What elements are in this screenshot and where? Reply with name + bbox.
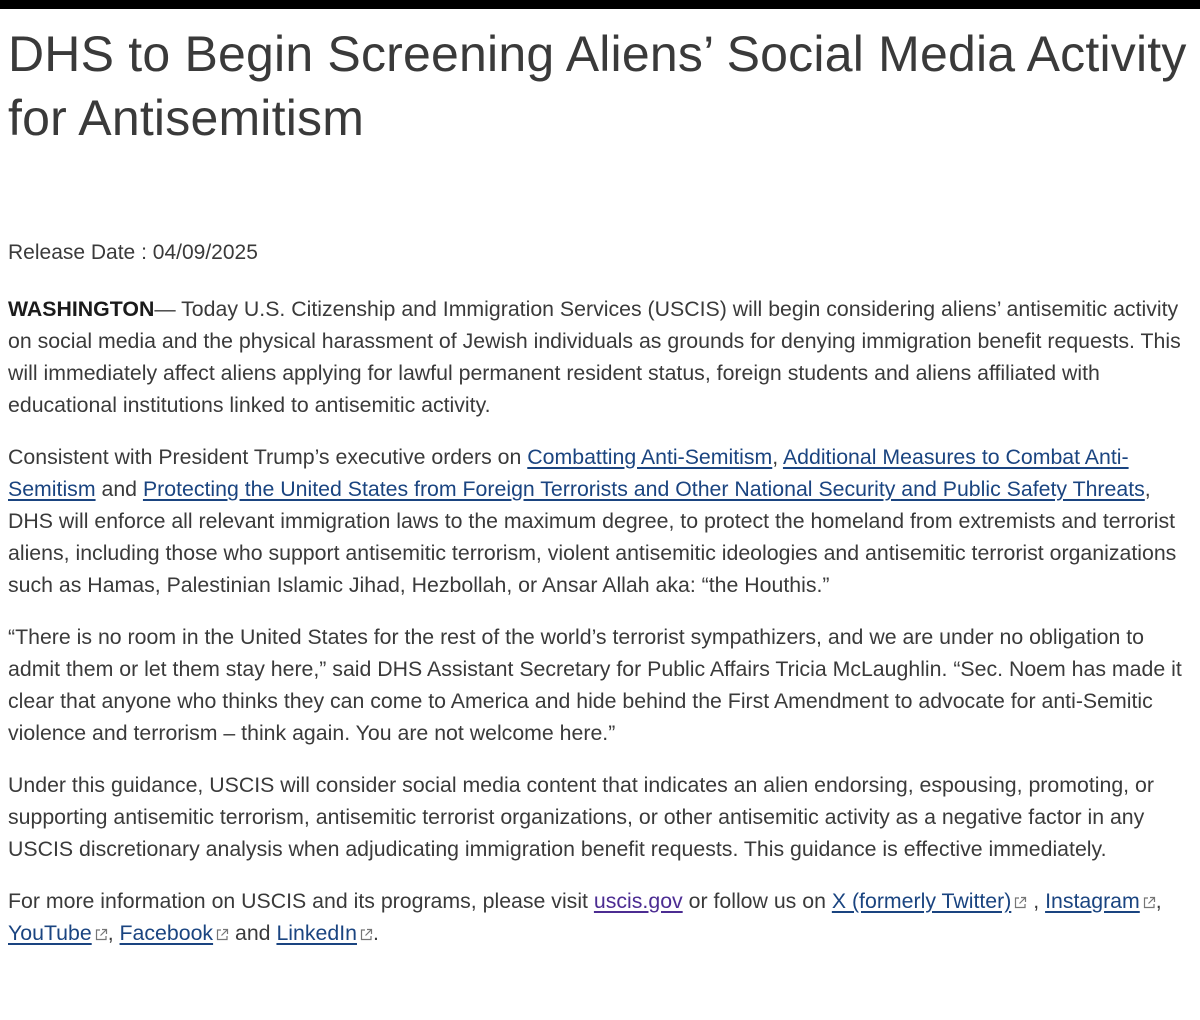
linkedin-link[interactable]: LinkedIn xyxy=(276,921,357,945)
text-segment: and xyxy=(95,477,143,501)
text-segment: , xyxy=(772,445,783,469)
external-link-icon xyxy=(1143,896,1156,909)
paragraph-intro xyxy=(8,293,1196,421)
text-segment: , DHS will enforce all relevant immigration laws to the maximum degree, to protect the homeland from extremists and terrorist aliens, including those who support antisemitic terrorism, violent antisemitic ideologies and antisemitic terrorist organizations such as Hamas, Palestinian Islamic Jihad, Hezbollah, or Ansar Allah aka: “the Houthis.” xyxy=(8,477,1177,597)
text-segment: . xyxy=(372,921,379,945)
text-segment: , xyxy=(1027,889,1046,913)
protecting-united-states-link[interactable]: Protecting the United States from Foreign Terrorists and Other National Security and Public Safety Threats xyxy=(142,477,1145,501)
text-segment: , xyxy=(1155,889,1162,913)
text-segment: , xyxy=(107,921,120,945)
release-date-label: Release Date : xyxy=(8,241,147,264)
dateline: WASHINGTON xyxy=(8,297,155,321)
release-date-value: 04/09/2025 xyxy=(152,241,258,264)
instagram-link[interactable]: Instagram xyxy=(1045,889,1140,913)
text-segment: and xyxy=(229,921,277,945)
text-segment: or follow us on xyxy=(682,889,832,913)
text-segment: Consistent with President Trump’s executive orders on xyxy=(8,445,528,469)
additional-measures-link[interactable]: Additional Measures to Combat Anti-Semitism xyxy=(8,445,1129,501)
paragraph-guidance: Under this guidance, USCIS will consider social media content that indicates an alien endorsing, espousing, promoting, or supporting antisemitic terrorism, antisemitic terrorist organizations, or other antisemitic activity as a negative factor in any USCIS discretionary analysis when adjudicating immigration benefit requests. This guidance is effective immediately. xyxy=(8,773,1154,861)
external-link-icon xyxy=(1014,896,1027,909)
press-release-article xyxy=(8,0,1196,949)
paragraph-more-info xyxy=(8,885,1196,949)
twitter-link[interactable]: X (formerly Twitter) xyxy=(831,889,1012,913)
facebook-link[interactable]: Facebook xyxy=(119,921,214,945)
intro-text: — Today U.S. Citizenship and Immigration Services (USCIS) will begin considering aliens’ antisemitic activity on social media and the physical harassment of Jewish individuals as grounds for denying immigration benefit requests. This will immediately affect aliens applying for lawful permanent resident status, foreign students and aliens affiliated with educational institutions linked to antisemitic activity. xyxy=(8,297,1181,417)
external-link-icon xyxy=(360,928,373,941)
text-segment: For more information on USCIS and its programs, please visit xyxy=(8,889,594,913)
uscis-gov-link[interactable]: uscis.gov xyxy=(593,889,683,913)
page-title: DHS to Begin Screening Aliens’ Social Media Activity for Antisemitism xyxy=(8,26,1187,146)
paragraph-quote: “There is no room in the United States for the rest of the world’s terrorist sympathizers, and we are under no obligation to admit them or let them stay here,” said DHS Assistant Secretary for Public Affairs Tricia McLaughlin. “Sec. Noem has made it clear that anyone who thinks they can come to America and hide behind the First Amendment to advocate for anti-Semitic violence and terrorism – think again. You are not welcome here.” xyxy=(8,625,1182,745)
external-link-icon xyxy=(216,928,229,941)
combatting-anti-semitism-link[interactable]: Combatting Anti-Semitism xyxy=(527,445,773,469)
external-link-icon xyxy=(95,928,108,941)
youtube-link[interactable]: YouTube xyxy=(8,921,92,945)
release-date xyxy=(8,239,1196,267)
paragraph-executive-orders xyxy=(8,441,1196,601)
